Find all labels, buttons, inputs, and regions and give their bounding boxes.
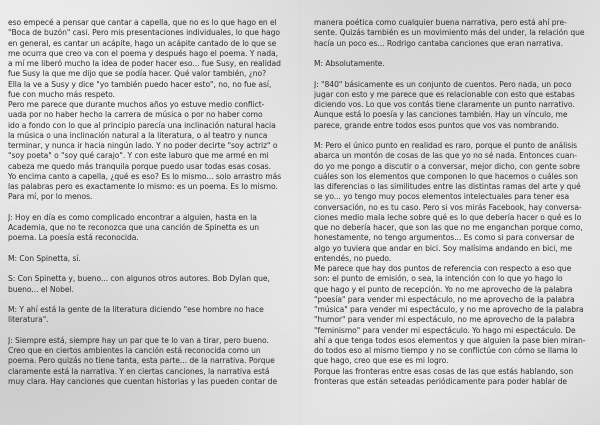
paragraph: eso empecé a pensar que cantar a capella, que no es lo que hago en el "Boca de buzón" casi. Pero mis presentaciones individuales, lo que hago en general, es cantar un acápite, hago un acápite cantado de lo que se me ocurra que creo va con el poema y después hago el poema. Y nada, a mí me liberó mucho la idea de poder hacer eso... fue Susy, en realidad fue Susy la que me dijo que se podía hacer. Qué valor también, ¿no? Ella la ve a Susy y dice "yo también puedo hacer esto", no, no fue así, fue con mucho más respeto. Pero me parece que durante muchos años yo estuve medio conflict- uada por no haber hecho la carrera de música o por no haber como ido a fondo con lo que al principio parecía una inclinación natural hacia la música o una inclinación natural a la literatura, o al teatro y nunca terminar, y nunca ir hacia ningún lado. Y no poder decirte "soy actriz" o "soy poeta" o "soy qué carajo". Y con este laburo que me armé en mi cabeza me quedo más tranquila porque puedo usar todas esas cosas. Yo encima canto a capella, ¿qué es eso? Es lo mismo... solo arrastro más las palabras pero es exactamente lo mismo: es un poema. Es lo mismo. Para mí, por lo menos. [8,18,282,202]
paragraph: M: Con Spinetta, sí. [8,253,81,263]
paragraph: M: Absolutamente. [314,59,385,68]
page-gutter [299,0,301,425]
paragraph-gap [8,264,290,274]
paragraph: M: Y ahí está la gente de la literatura diciendo "ese hombre no hace literatura". [8,305,264,325]
right-page [314,0,593,425]
paragraph-gap [8,244,290,254]
paragraph-gap [8,295,290,305]
paragraph: S: Con Spinetta y, bueno... con algunos otros autores. Bob Dylan que, bueno... el Nobel. [8,274,270,294]
paragraph-gap [314,69,593,79]
paragraph: manera poética como cualquier buena narrativa, pero está ahí pre- sente. Quizás también es un movimiento más del under, la relación que hacía un poco es... Rodrigo cantaba canciones que eran narrativa. [314,18,585,48]
paragraph-gap [8,326,290,336]
paragraph: J: Hoy en día es como complicado encontrar a alguien, hasta en la Academia, que no te reconozca que una canción de Spinetta es un poema. La poesía está reconocida. [8,212,260,243]
paragraph-gap [8,203,290,213]
paragraph-gap [314,49,593,59]
left-page [8,0,290,425]
paragraph-gap [314,131,593,141]
paragraph: J: Siempre está, siempre hay un par que te lo van a tirar, pero bueno. Creo que en ciertos ambientes la canción está reconocida como un poema. Pero quizás no tiene tanta, esta parte... de la narrativa. Porque claramente está la narrativa. Y en ciertas canciones, la narrativa está muy clara. Hay canciones que cuentan historias y las pueden contar de [8,335,278,386]
paragraph: M: Pero el único punto en realidad es raro, porque el punto de análisis abarca un montón de cosas de las que yo no sé nada. Entonces cuan- do yo me pongo a discutir o a conversar, mejor dicho, con gente sobre cuáles son los elementos que componen lo que hacemos o cuáles son las diferencias o las similitudes entre las distintas ramas del arte y qué se yo... yo tengo muy pocos elementos intelectuales para tener esa conversación, no es tu caso. Pero si vos mirás Facebook, hay conversa- ciones medio mala leche sobre qué es lo que debería hacer o qué es lo que no debería hacer, que son las que no me enganchan porque como, honestamente, no tengo argumentos... Es como si para conversar de algo yo tuviera que andar en bici. Soy malísima andando en bici, me entendés, no puedo. Me parece que hay dos puntos de referencia con respecto a eso que son: el punto de emisión, o sea, la intención con lo que yo hago lo que hago y el punto de recepción. Yo no me aprovecho de la palabra "poesía" para vender mi espectáculo, no me aprovecho de la palabra "música" para vender mi espectáculo, y no me aprovecho de la palabra "humor" para vender mi espectáculo, no me aprovecho de la palabra "feminismo" para vender mi espectáculo. Yo hago mi espectáculo. De ahí a que tenga todos esos elementos y que alguien la pase bien miran- do todos eso al mismo tiempo y no se conflictúe con cómo se llama lo que hago, creo que ese es mi logro. Porque las fronteras entre esas cosas de las que estás hablando, son fronteras que están seteadas periódicamente para poder hablar de [314,141,586,386]
paragraph: J: "840" básicamente es un conjunto de cuentos. Pero nada, un poco jugar con esto y me parece que es relacionable con esto que estabas diciendo vos. Lo que vos contás tiene claramente un punto narrativo. Aunque está lo poesía y las canciones también. Hay un vínculo, me parece, grande entre todos esos puntos que vos vas nombrando. [314,79,575,130]
